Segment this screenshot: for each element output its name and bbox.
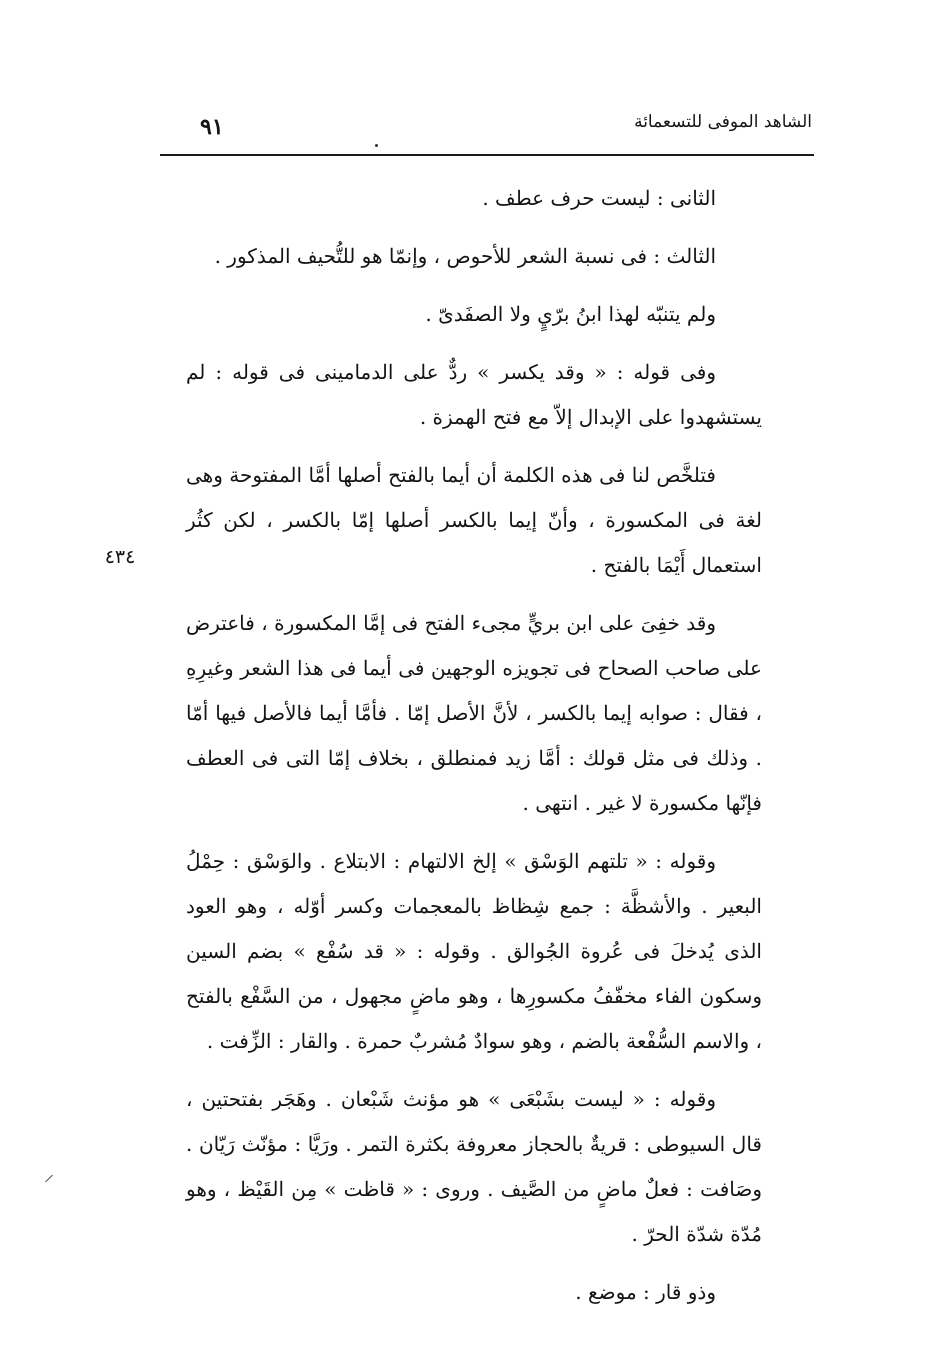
paragraph-4: وفى قوله : « وقد يكسر » ردٌّ على الدمامينى فى قوله : لم يستشهدوا على الإبدال إلاّ مع فتح الهمزة . (186, 360, 762, 429)
paragraph-1: الثانى : ليست حرف عطف . (482, 186, 716, 210)
body-text (186, 176, 762, 1328)
running-title: الشاهد الموفى للتسعمائة (634, 112, 812, 132)
paragraph-8: وقوله : « ليست بشَبْعَى » هو مؤنث شَبْعان . وهَجَر بفتحتين ، قال السيوطى : قريةٌ بالحجاز معروفة بكثرة التمر . ورَيَّا : مؤنّث رَيّان . وصَافت : فعلٌ ماضٍ من الصَّيف . وروى : « قاظت » مِن القَيْظ ، وهو مُدّة شدّة الحرّ . (186, 1087, 762, 1246)
paragraph-7: وقوله : « تلتهم الوَسْق » إلخ الالتهام : الابتلاع . والوَسْق : حِمْلُ البعير . والأشظَّة : جمع شِظاظ بالمعجمات وكسر أوّله ، وهو العود الذى يُدخلَ فى عُروة الجُوالق . وقوله : « قد سُفْع » بضم السين وسكون الفاء مخفّفُ مكسورِها ، وهو ماضٍ مجهول ، من السَّفْع بالفتح ، والاسم السُّفْعة بالضم ، وهو سوادٌ مُشربٌ حمرة . والقار : الزِّفت . (186, 849, 762, 1053)
paragraph-6: وقد خفِىَ على ابن بريٍّ مجىء الفتح فى إمَّا المكسورة ، فاعترض على صاحب الصحاح فى تجويزه الوجهين فى أيما فى هذا الشعر وغيرِهِ ، فقال : صوابه إيما بالكسر ، لأنَّ الأصل إمّا . فأمَّا أيما فالأصل فيها أمّا . وذلك فى مثل قولك : أمَّا زيد فمنطلق ، بخلاف إمّا التى فى العطف فإنّها مكسورة لا غير . انتهى . (186, 611, 762, 815)
paragraph-2: الثالث : فى نسبة الشعر للأحوص ، وإنمّا هو للتُّحيف المذكور . (214, 244, 716, 268)
paragraph-3: ولم يتنبّه لهذا ابنُ برّيٍ ولا الصفَدىّ . (425, 302, 716, 326)
margin-pen-mark (45, 1175, 53, 1183)
header-rule (160, 154, 814, 156)
margin-line-number: ٤٣٤ (104, 546, 136, 568)
page-number: ٩١ (200, 114, 224, 140)
paragraph-9: وذو قار : موضع . (575, 1280, 716, 1304)
paragraph-5: فتلخَّص لنا فى هذه الكلمة أن أيما بالفتح أصلها أمَّا المفتوحة وهى لغة فى المكسورة ، وأنّ إيما بالكسر أصلها إمّا بالكسر ، لكن كثُر استعمال أَيْمَا بالفتح . (186, 463, 762, 577)
header-dot (375, 144, 378, 147)
